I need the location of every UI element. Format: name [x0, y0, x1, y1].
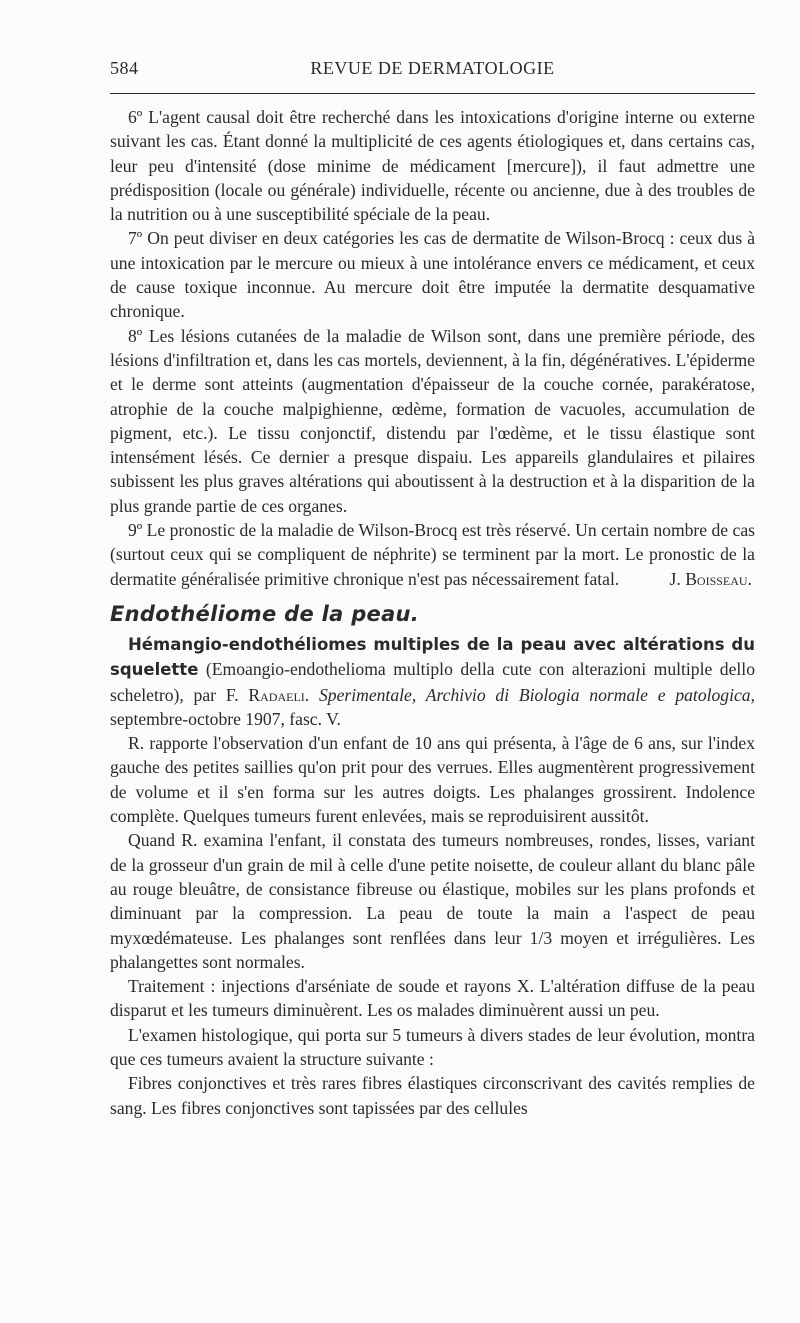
paragraph-9-text: 9º Le pronostic de la maladie de Wilson-Brocq est très réservé. Un certain nombre de cas (surtout ceux qui se compliquent de néphrite) se terminent par la mort. Le pronostic de la dermatite généralisée primitive chronique n'est pas nécessairement fatal. — [110, 520, 755, 589]
article-ref-c: septembre-octobre 1907, fasc. V. — [110, 708, 341, 729]
page-header — [110, 58, 755, 84]
journal-name: Sperimentale, Archivio di Biologia normale e patologica, — [318, 684, 755, 705]
paragraph: L'examen histologique, qui porta sur 5 tumeurs à divers stades de leur évolution, montra que ces tumeurs avaient la structure suivante : — [110, 1024, 755, 1069]
paragraph-9 — [110, 518, 755, 591]
paragraph: Quand R. examina l'enfant, il constata des tumeurs nombreuses, rondes, lisses, variant de la grosseur d'un grain de mil à celle d'une petite noisette, de couleur allant du blanc pâle au rouge bleuâtre, de consistance fibreuse ou élastique, mobiles sur les plans profonds et diminuant par la compression. La peau de toute la main a l'aspect de peau myxœdémateuse. Les phalanges sont renflées dans leur 1/3 moyen et irrégulières. Les phalangettes sont normales. — [110, 830, 755, 972]
article-title: Hémangio-endothéliomes multiples de la peau avec altérations du squelette — [110, 634, 755, 680]
article-author: Radaeli — [248, 684, 305, 705]
header-rule — [110, 93, 755, 94]
section-heading: Endothéliome de la peau. — [110, 601, 420, 626]
page-number: 584 — [110, 58, 139, 78]
paragraph-7: 7º On peut diviser en deux catégories les cas de dermatite de Wilson-Brocq : ceux dus à une intoxication par le mercure ou mieux à une intolérance envers ce médicament, et ceux de cause toxique inconnue. Au mercure doit être imputée la dermatite desquamative chronique. — [110, 228, 755, 322]
paragraph-8: 8º Les lésions cutanées de la maladie de Wilson sont, dans une première période, des lésions d'infiltration et, dans les cas mortels, deviennent, à la fin, dégénératives. L'épiderme et le derme sont atteints (augmentation d'épaisseur de la couche cornée, parakératose, atrophie de la couche malpighienne, œdème, formation de vacuoles, accumulation de pigment, etc.). Le tissu conjonctif, distendu par l'œdème, et le tissu élastique sont intensément lésés. Ce dernier a presque dispaiu. Les appareils glandulaires et pilaires subissent les plus graves altérations qui aboutissent à la destruction et à la disparition de la plus grande partie de ces organes. — [110, 325, 755, 516]
paragraph: R. rapporte l'observation d'un enfant de 10 ans qui présenta, à l'âge de 6 ans, sur l'index gauche des petites saillies qu'on prit pour des verrues. Elles augmentèrent progressivement de volume et il s'en forma sur les autres doigts. Les phalanges grossirent. Indolence complète. Quelques tumeurs furent enlevées, mais se reproduisirent aussitôt. — [110, 733, 755, 827]
running-title: REVUE DE DERMATOLOGIE — [310, 58, 555, 78]
article-body — [110, 105, 755, 1120]
article-ref-a: (Emoangio-endothelioma multiplo della cute con alterazioni multiple dello scheletro), par F. — [110, 659, 755, 705]
paragraph-6: 6º L'agent causal doit être recherché dans les intoxications d'origine interne ou externe suivant les cas. Étant donné la multiplicité de ces agents étiologiques et, dans certains cas, leur peu d'intensité (dose minime de médicament [mercure]), il faut admettre une prédisposition (locale ou générale) individuelle, récente ou ancienne, due à des troubles de la nutrition ou à une susceptibilité spéciale de la peau. — [110, 107, 755, 225]
article-ref-b: . — [304, 684, 319, 705]
paragraph: Traitement : injections d'arséniate de soude et rayons X. L'altération diffuse de la peau disparut et les tumeurs diminuèrent. Les os malades diminuèrent aussi un peu. — [110, 976, 755, 1021]
signature: J. Boisseau. — [669, 568, 752, 589]
paragraph: Fibres conjonctives et très rares fibres élastiques circonscrivant des cavités remplies de sang. Les fibres conjonctives sont tapissées par des cellules — [110, 1073, 755, 1118]
article-reference — [110, 632, 755, 731]
